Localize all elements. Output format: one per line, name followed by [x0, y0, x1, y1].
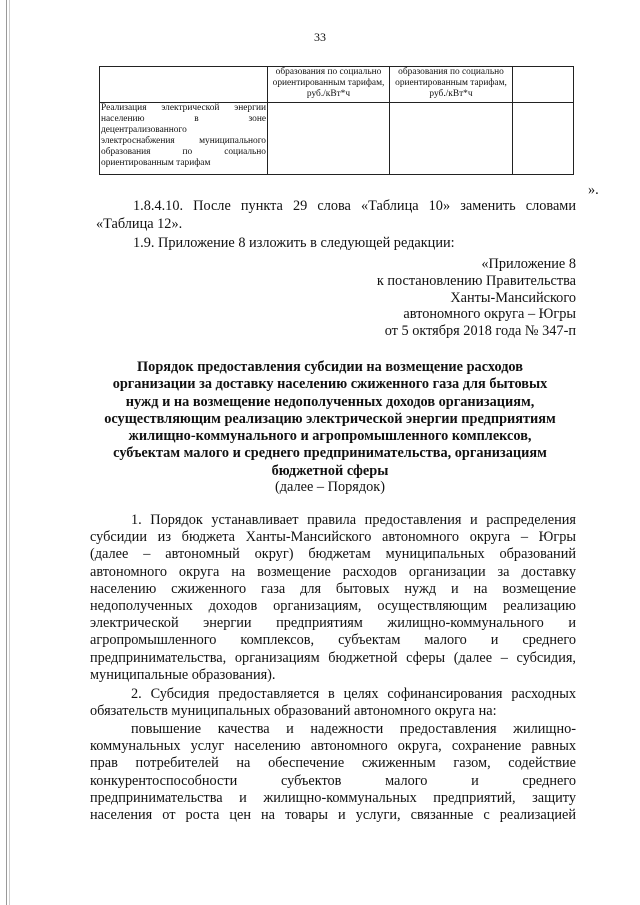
paragraph-1: [90, 512, 576, 684]
paragraph-line: муниципальные образования).: [90, 666, 276, 683]
amendment-line-2: «Таблица 12».: [96, 216, 183, 232]
row-label-line: электроснабжения муниципального: [101, 136, 266, 146]
appendix-ref-line: «Приложение 8: [481, 256, 576, 272]
row-label-line: Реализация электрической энергии: [101, 103, 266, 113]
title-line: Порядок предоставления субсидии на возмещение расходов: [137, 359, 523, 375]
paragraph-2: [90, 686, 576, 720]
paragraph-line: коммунальных услуг населению автономного округа, сохранение равных: [90, 738, 576, 755]
paragraph-line: предпринимательства, организациям бюджетной сферы (далее – субсидия,: [90, 649, 576, 666]
table-header-cell-1: [100, 67, 268, 103]
row-label-line: ориентированным тарифам: [101, 158, 211, 168]
appendix-ref-line: к постановлению Правительства: [376, 272, 576, 289]
paragraph-line: субсидии из бюджета Ханты-Мансийского автономного округа – Югры: [90, 529, 576, 546]
row-label-line: населению в зоне: [101, 114, 266, 124]
paragraph-line: недополученных доходов организациям, осуществляющим реализацию: [90, 598, 576, 615]
table-cell: [268, 103, 390, 175]
paragraph-line: электрической энергии предприятиям жилищно-коммунального и: [90, 615, 576, 632]
title-line: организации за доставку населению сжиженного газа для бытовых: [112, 376, 548, 393]
paragraph-line: населению сжиженного газа для бытовых нужд и на возмещение: [90, 580, 576, 597]
paragraph-line: агропромышленного комплексов, субъектам малого и среднего: [90, 632, 576, 649]
title-line: бюджетной сферы: [271, 462, 389, 479]
title-subtitle: (далее – Порядок): [275, 479, 385, 495]
document-title: [80, 359, 580, 480]
paragraph-line: конкурентоспособности субъектов малого и среднего: [90, 772, 576, 789]
paragraph-3: [90, 721, 576, 824]
table-cell: [513, 103, 574, 175]
table-cell: [390, 103, 513, 175]
page-number: 33: [314, 30, 326, 44]
appendix-ref-line: автономного округа – Югры: [403, 306, 576, 323]
paragraph-line: повышение качества и надежности предоставления жилищно-: [131, 721, 576, 737]
paragraph-line: (далее – автономный округ) бюджетам муниципальных образований: [90, 546, 576, 563]
row-label-line: децентрализованного: [101, 125, 187, 135]
table-header-cell-3: образования по социально ориентированным тарифам, руб./кВт*ч: [390, 67, 513, 103]
paragraph-line: предпринимательства и жилищно-коммунальных предприятий, защиту: [90, 789, 576, 806]
row-label-line: образования по социально: [101, 147, 266, 157]
paragraph-line: населения от роста цен на товары и услуги, связанные с реализацией: [90, 807, 576, 824]
table-row: [100, 103, 574, 175]
appendix-ref-line: Ханты-Мансийского: [450, 289, 576, 306]
paragraph-line: обязательств муниципальных образований автономного округа на:: [90, 703, 497, 720]
title-line: нужд и на возмещение недополученных доходов организациям,: [125, 393, 535, 410]
paragraph-line: 2. Субсидия предоставляется в целях софинансирования расходных: [131, 686, 576, 702]
appendix-ref-line: от 5 октября 2018 года № 347-п: [384, 323, 576, 340]
title-line: жилищно-коммунального и агропромышленного комплексов,: [128, 428, 532, 445]
tariff-table: [99, 66, 574, 175]
title-line: осуществляющим реализацию электрической энергии предприятиям: [104, 410, 556, 427]
paragraph-line: автономного округа на возмещение расходов организации за доставку: [90, 563, 576, 580]
paragraph-line: 1. Порядок устанавливает правила предоставления и распределения: [131, 512, 576, 528]
table-header-cell-4: [513, 67, 574, 103]
scan-edge: [6, 0, 7, 905]
table-header-cell-2: образования по социально ориентированным тарифам, руб./кВт*ч: [268, 67, 390, 103]
closing-quote: ».: [588, 182, 599, 198]
title-line: субъектам малого и среднего предпринимательства, организациям: [113, 445, 547, 462]
paragraph-line: прав потребителей на обеспечение сжиженным газом, содействие: [90, 755, 576, 772]
appendix-reference: [300, 256, 576, 340]
item-1-9: 1.9. Приложение 8 изложить в следующей редакции:: [133, 235, 455, 251]
table-row-label: [100, 103, 268, 175]
scan-edge-shadow: [9, 0, 10, 905]
amendment-line-1: 1.8.4.10. После пункта 29 слова «Таблица 10» заменить словами: [133, 198, 576, 214]
table-header-row: [100, 67, 574, 103]
